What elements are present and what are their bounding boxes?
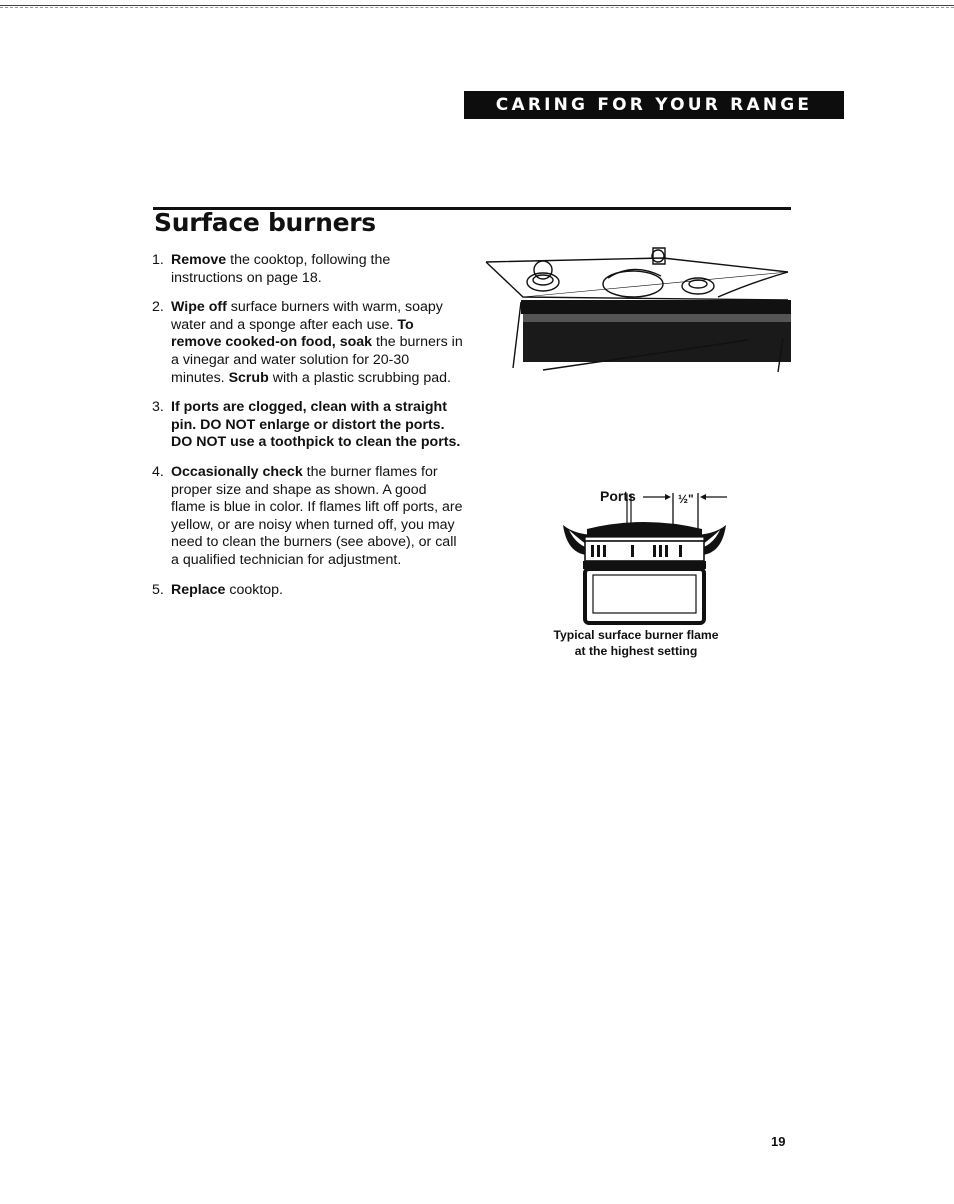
- step-text-tertiary: with a plastic scrubbing pad.: [268, 369, 451, 386]
- step-lead: Occasionally check: [171, 463, 303, 480]
- caption-line-1: Typical surface burner flame: [553, 628, 719, 642]
- step-text: cooktop.: [225, 581, 283, 598]
- step-text: surface burners with warm, soapy water and a sponge after each use.: [171, 299, 443, 333]
- step-number: 4.: [152, 463, 164, 480]
- top-rule-secondary: [0, 7, 954, 8]
- cooktop-illustration: [483, 242, 793, 377]
- step-lead: Wipe off: [171, 299, 227, 316]
- step-lead-secondary: To remove cooked-on food, soak: [171, 316, 414, 351]
- step-text: the burner flames for proper size and shape as shown. A good flame is blue in color. If flames lift off ports, are yellow, or are noisy when turned off, you may need to clean the burners (see above), or call a qualified technician for adjustment.: [171, 463, 463, 568]
- step-lead: Remove: [171, 252, 227, 268]
- step-number: 5.: [152, 581, 164, 598]
- dimension-label: ½": [678, 492, 694, 506]
- step-text-secondary: the burners in a vinegar and water solution for 20-30 minutes.: [171, 334, 463, 386]
- page-number: 19: [771, 1134, 786, 1149]
- step-number: 3.: [152, 399, 164, 416]
- step-text: the cooktop, following the instructions on page 18.: [171, 252, 391, 286]
- step-5: [152, 582, 464, 600]
- burner-flame-diagram: [557, 485, 732, 630]
- step-lead: Replace: [171, 581, 226, 598]
- step-number: 1.: [152, 252, 164, 268]
- step-lead-tertiary: Scrub: [228, 369, 269, 386]
- top-rule: [0, 5, 954, 6]
- step-2: [152, 299, 464, 387]
- step-3: [152, 399, 464, 452]
- step-number: 2.: [152, 299, 164, 316]
- step-1: [152, 252, 464, 287]
- instruction-list: [152, 252, 464, 611]
- caption-line-2: at the highest setting: [574, 643, 698, 658]
- step-lead: If ports are clogged, clean with a straight pin. DO NOT enlarge or distort the ports. DO NOT use a toothpick to clean the ports.: [171, 399, 461, 451]
- step-4: [152, 464, 464, 570]
- page-title: Surface burners: [154, 208, 376, 237]
- section-banner: CARING FOR YOUR RANGE: [464, 91, 844, 119]
- ports-label: Ports: [600, 488, 636, 504]
- figure-caption: [520, 628, 752, 659]
